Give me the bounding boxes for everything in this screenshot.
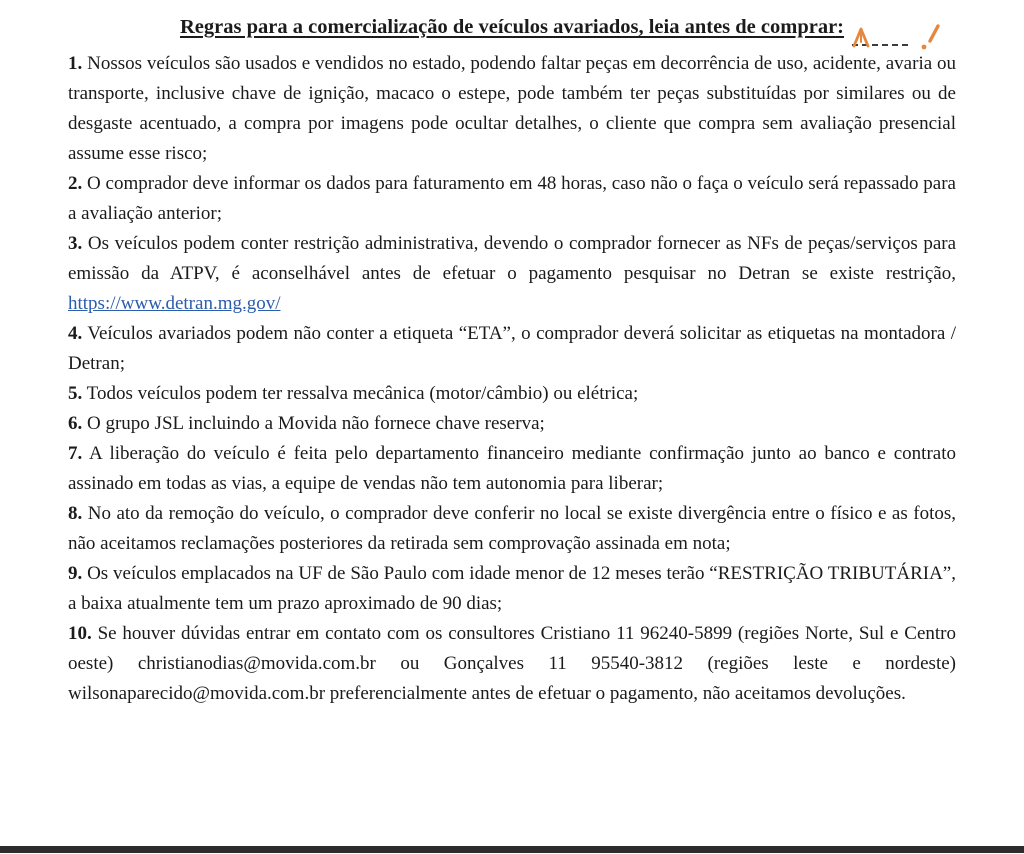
rule-6	[68, 409, 956, 439]
document-page	[68, 12, 956, 709]
rule-2-text: O comprador deve informar os dados para faturamento em 48 horas, caso não o faça o veículo será repassado para a avaliação anterior;	[68, 173, 956, 224]
rule-2	[68, 169, 956, 229]
rule-4-number: 4.	[68, 323, 83, 344]
rule-5-number: 5.	[68, 383, 83, 404]
rule-10-number: 10.	[68, 623, 92, 644]
rule-7-text: A liberação do veículo é feita pelo departamento financeiro mediante confirmação junto ao banco e contrato assinado em todas as vias, a equipe de vendas não tem autonomia para liberar;	[68, 443, 957, 494]
rule-6-text: O grupo JSL incluindo a Movida não fornece chave reserva;	[87, 413, 545, 434]
rule-8-number: 8.	[68, 503, 83, 524]
rule-10	[68, 619, 956, 709]
rule-7	[68, 439, 956, 499]
spellcheck-underline	[852, 44, 908, 46]
detran-link[interactable]: https://www.detran.mg.gov/	[68, 293, 281, 314]
rule-5	[68, 379, 956, 409]
rule-3-number: 3.	[68, 233, 83, 254]
bottom-bar	[0, 846, 1024, 853]
rule-1-number: 1.	[68, 53, 83, 74]
rule-3	[68, 229, 956, 319]
rule-9	[68, 559, 956, 619]
rule-9-number: 9.	[68, 563, 83, 584]
rule-3-text: Os veículos podem conter restrição administrativa, devendo o comprador fornecer as NFs de peças/serviços para emissão da ATPV, é aconselhável antes de efetuar o pagamento pesquisar no Detran se existe restrição,	[68, 233, 957, 284]
rule-7-number: 7.	[68, 443, 83, 464]
rule-9-text: Os veículos emplacados na UF de São Paulo com idade menor de 12 meses terão “RESTRIÇÃO TRIBUTÁRIA”, a baixa atualmente tem um prazo aproximado de 90 dias;	[68, 563, 956, 614]
rule-4-text: Veículos avariados podem não conter a etiqueta “ETA”, o comprador deverá solicitar as etiquetas na montadora / Detran;	[68, 323, 956, 374]
rule-4	[68, 319, 956, 379]
rules-list	[68, 49, 956, 709]
rule-6-number: 6.	[68, 413, 83, 434]
rule-5-text: Todos veículos podem ter ressalva mecânica (motor/câmbio) ou elétrica;	[86, 383, 639, 404]
document-title: Regras para a comercialização de veículos avariados, leia antes de comprar:	[179, 16, 845, 38]
rule-1-text: Nossos veículos são usados e vendidos no estado, podendo faltar peças em decorrência de uso, acidente, avaria ou transporte, inclusive chave de ignição, macaco o estepe, pode também ter peças substituídas por similares ou de desgaste acentuado, a compra por imagens pode ocultar detalhes, o cliente que compra sem avaliação presencial assume esse risco;	[68, 53, 956, 164]
rule-1	[68, 49, 956, 169]
rule-10-text: Se houver dúvidas entrar em contato com os consultores Cristiano 11 96240-5899 (regiões Norte, Sul e Centro oeste) christianodias@movida.com.br ou Gonçalves 11 95540-3812 (regiões leste e nordeste) wilsonaparecido@movida.com.br preferencialmente antes de efetuar o pagamento, não aceitamos devoluções.	[68, 623, 956, 704]
rule-8	[68, 499, 956, 559]
rule-2-number: 2.	[68, 173, 83, 194]
rule-8-text: No ato da remoção do veículo, o comprador deve conferir no local se existe divergência entre o físico e as fotos, não aceitamos reclamações posteriores da retirada sem comprovação assinada em nota;	[68, 503, 956, 554]
